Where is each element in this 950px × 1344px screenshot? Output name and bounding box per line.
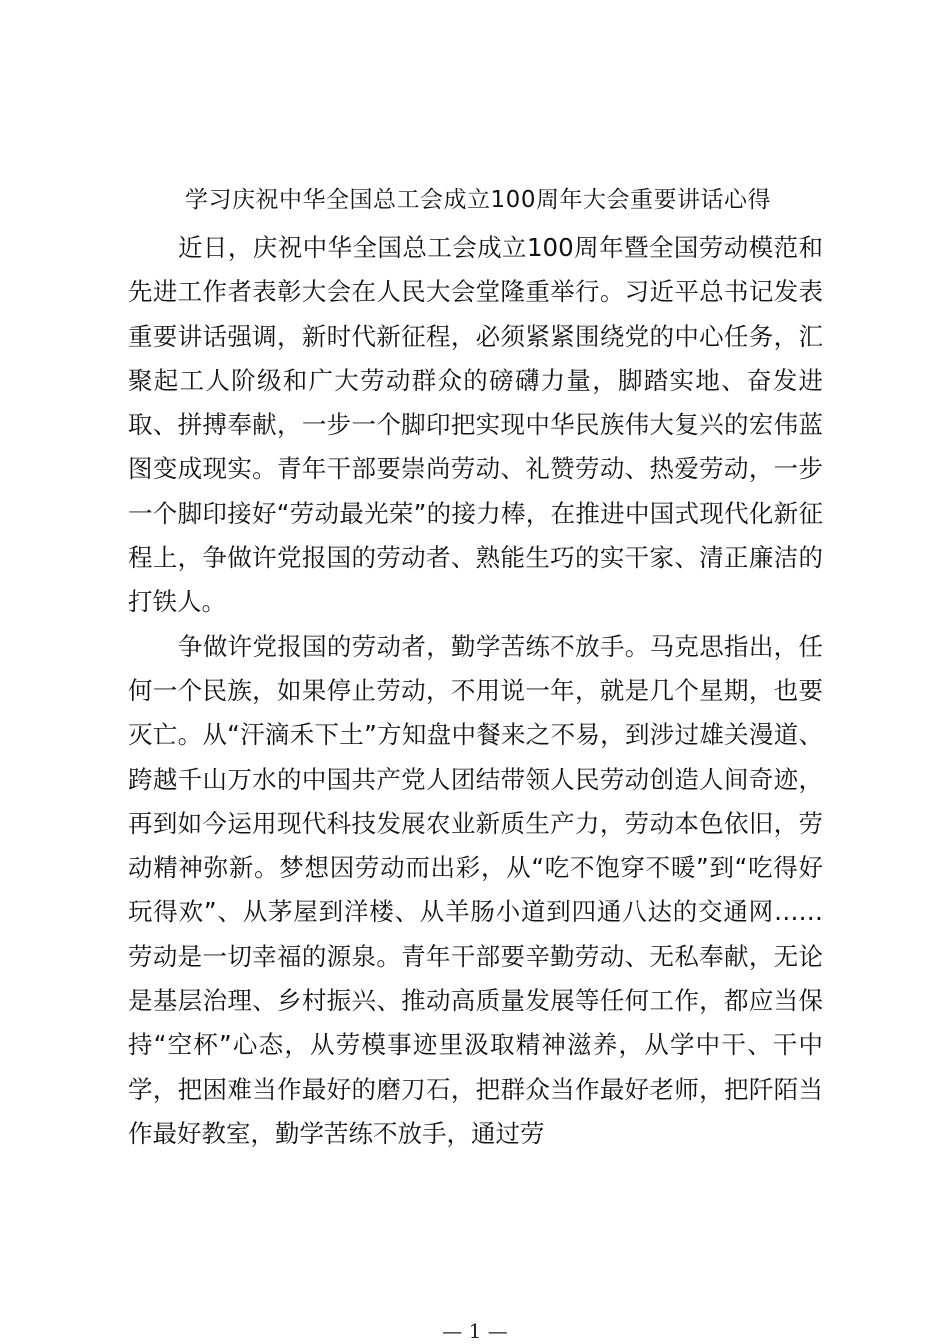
document-title: 学习庆祝中华全国总工会成立100周年大会重要讲话心得 (185, 187, 771, 213)
paragraph: 近日，庆祝中华全国总工会成立100周年暨全国劳动模范和先进工作者表彰大会在人民大会堂隆重举行。习近平总书记发表重要讲话强调，新时代新征程，必须紧紧围绕党的中心任务，汇聚起工人阶级和广大劳动群众的磅礴力量，脚踏实地、奋发进取、拼搏奉献，一步一个脚印把实现中华民族伟大复兴的宏伟蓝图变成现实。青年干部要崇尚劳动、礼赞劳动、热爱劳动，一步一个脚印接好“劳动最光荣”的接力棒，在推进中国式现代化新征程上，争做许党报国的劳动者、熟能生巧的实干家、清正廉洁的打铁人。 (128, 233, 823, 617)
page-number: — 1 — (442, 1319, 508, 1343)
document-body (128, 226, 823, 1156)
paragraph: 争做许党报国的劳动者，勤学苦练不放手。马克思指出，任何一个民族，如果停止劳动，不用说一年，就是几个星期，也要灭亡。从“汗滴禾下土”方知盘中餐来之不易，到涉过雄关漫道、跨越千山万水的中国共产党人团结带领人民劳动创造人间奇迹，再到如今运用现代科技发展农业新质生产力，劳动本色依旧，劳动精神弥新。梦想因劳动而出彩，从“吃不饱穿不暖”到“吃得好玩得欢”、从茅屋到洋楼、从羊肠小道到四通八达的交通网……劳动是一切幸福的源泉。青年干部要辛勤劳动、无私奉献，无论是基层治理、乡村振兴、推动高质量发展等任何工作，都应当保持“空杯”心态，从劳模事迹里汲取精神滋养，从学中干、干中学，把困难当作最好的磨刀石，把群众当作最好老师，把阡陌当作最好教室，勤学苦练不放手，通过劳 (128, 631, 823, 1148)
